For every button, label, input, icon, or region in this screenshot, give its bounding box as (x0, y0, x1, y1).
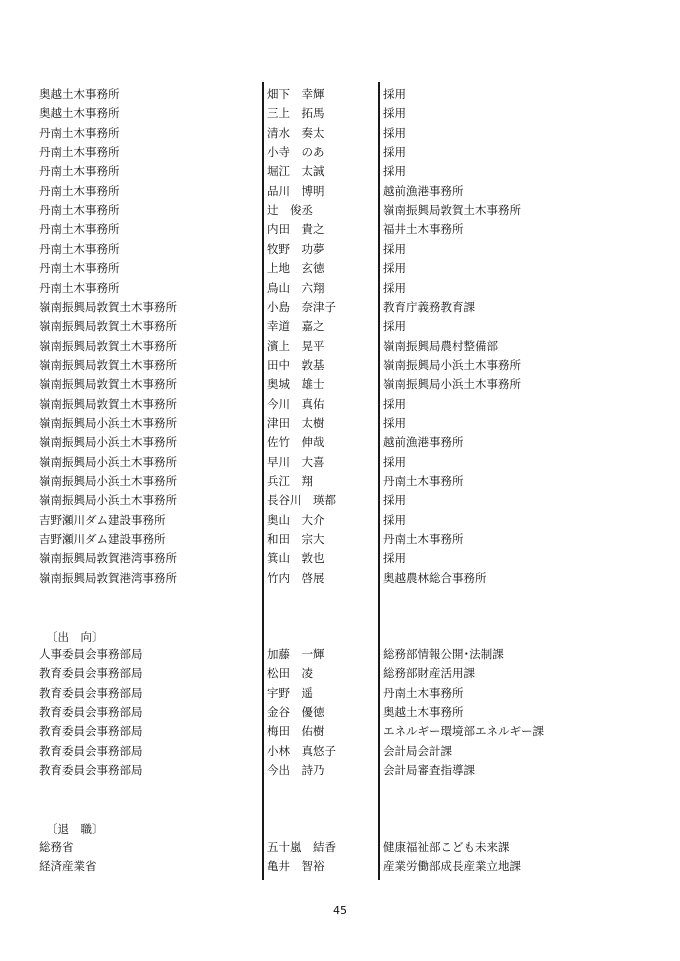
person-name: 内田 貴之 (267, 222, 325, 237)
destination-department: 会計局会計課 (383, 743, 452, 758)
destination-department: 採用 (383, 493, 406, 508)
table-row (0, 414, 680, 433)
table-row (0, 375, 680, 394)
destination-department: 丹南土木事務所 (383, 685, 464, 700)
destination-department: 嶺南振興局小浜土木事務所 (383, 377, 521, 392)
origin-department: 嶺南振興局敦賀土木事務所 (39, 396, 177, 411)
origin-department: 教育委員会事務部局 (39, 743, 143, 758)
origin-department: 嶺南振興局小浜土木事務所 (39, 493, 177, 508)
destination-department: 丹南土木事務所 (383, 474, 464, 488)
table-row (0, 85, 680, 104)
origin-department: 嶺南振興局敦賀港湾事務所 (39, 570, 177, 585)
origin-department: 嶺南振興局敦賀土木事務所 (39, 357, 177, 372)
origin-department: 奥越土木事務所 (39, 87, 120, 101)
destination-department: 採用 (383, 145, 406, 160)
person-name: 上地 玄徳 (267, 261, 325, 276)
person-name: 濱上 晃平 (267, 338, 325, 353)
destination-department: 採用 (383, 280, 406, 295)
person-name: 長谷川 瑛都 (267, 493, 336, 508)
destination-department: 採用 (383, 87, 406, 101)
origin-department: 教育委員会事務部局 (39, 763, 143, 778)
destination-department: 越前漁港事務所 (383, 183, 464, 198)
table-row (0, 703, 680, 722)
page-number: 45 (333, 904, 347, 917)
destination-department: 越前漁港事務所 (383, 435, 464, 450)
table-row (0, 433, 680, 452)
destination-department: エネルギー環境部エネルギー課 (383, 724, 544, 739)
table-row (0, 530, 680, 549)
person-name: 加藤 一輝 (267, 647, 325, 661)
destination-department: 嶺南振興局小浜土木事務所 (383, 357, 521, 372)
table-row (0, 201, 680, 220)
destination-department: 丹南土木事務所 (383, 532, 464, 547)
secondment-heading: 〔出 向〕 (46, 630, 104, 644)
table-row (0, 337, 680, 356)
person-name: 佐竹 伸哉 (267, 435, 325, 450)
person-name: 箕山 敦也 (267, 551, 325, 566)
table-row (0, 742, 680, 761)
table-row (0, 722, 680, 741)
table-row (0, 511, 680, 530)
origin-department: 総務省 (39, 840, 74, 854)
person-name: 五十嵐 結香 (267, 840, 336, 854)
table-row (0, 162, 680, 181)
destination-department: 奥越土木事務所 (383, 705, 464, 720)
table-row (0, 684, 680, 703)
table-row (0, 395, 680, 414)
table-row (0, 569, 680, 588)
person-name: 今出 詩乃 (267, 763, 325, 778)
destination-department: 採用 (383, 512, 406, 527)
table-row (0, 143, 680, 162)
origin-department: 嶺南振興局小浜土木事務所 (39, 454, 177, 469)
person-name: 辻 俊丞 (267, 203, 313, 218)
person-name: 牧野 功夢 (267, 241, 325, 256)
destination-department: 採用 (383, 261, 406, 276)
table-row (0, 104, 680, 123)
table-row (0, 472, 680, 491)
person-name: 清水 奏太 (267, 125, 325, 140)
origin-department: 嶺南振興局敦賀土木事務所 (39, 377, 177, 392)
table-row (0, 182, 680, 201)
person-name: 小林 真悠子 (267, 743, 336, 758)
person-name: 宇野 遥 (267, 685, 313, 700)
person-name: 今川 真佑 (267, 396, 325, 411)
person-name: 津田 太樹 (267, 415, 325, 430)
person-name: 竹内 啓展 (267, 570, 325, 585)
table-row (0, 240, 680, 259)
table-row (0, 317, 680, 336)
table-row (0, 259, 680, 278)
person-name: 梅田 佑樹 (267, 724, 325, 739)
destination-department: 産業労働部成長産業立地課 (383, 859, 521, 874)
destination-department: 採用 (383, 164, 406, 179)
table-row (0, 220, 680, 239)
origin-department: 嶺南振興局小浜土木事務所 (39, 474, 177, 488)
origin-department: 経済産業省 (39, 859, 97, 874)
destination-department: 採用 (383, 551, 406, 566)
table-row (0, 549, 680, 568)
origin-department: 丹南土木事務所 (39, 222, 120, 237)
destination-department: 奥越農林総合事務所 (383, 570, 487, 585)
destination-department: 採用 (383, 125, 406, 140)
origin-department: 丹南土木事務所 (39, 241, 120, 256)
table-row (0, 838, 680, 857)
person-name: 堀江 太誠 (267, 164, 325, 179)
destination-department: 教育庁義務教育課 (383, 299, 475, 314)
person-name: 亀井 智裕 (267, 859, 325, 874)
table-row (0, 124, 680, 143)
person-name: 畑下 幸輝 (267, 87, 325, 101)
person-name: 松田 凌 (267, 666, 313, 681)
origin-department: 教育委員会事務部局 (39, 685, 143, 700)
origin-department: 丹南土木事務所 (39, 280, 120, 295)
destination-department: 採用 (383, 415, 406, 430)
person-name: 品川 博明 (267, 183, 325, 198)
person-name: 早川 大喜 (267, 454, 325, 469)
destination-department: 福井土木事務所 (383, 222, 464, 237)
destination-department: 嶺南振興局敦賀土木事務所 (383, 203, 521, 218)
origin-department: 教育委員会事務部局 (39, 705, 143, 720)
origin-department: 嶺南振興局敦賀土木事務所 (39, 299, 177, 314)
table-row (0, 645, 680, 664)
destination-department: 総務部財産活用課 (383, 666, 475, 681)
destination-department: 採用 (383, 319, 406, 334)
retirement-heading: 〔退 職〕 (46, 822, 104, 836)
destination-department: 会計局審査指導課 (383, 763, 475, 778)
person-name: 奥城 雄士 (267, 377, 325, 392)
destination-department: 健康福祉部こども未来課 (383, 840, 510, 854)
table-row (0, 857, 680, 876)
table-row (0, 356, 680, 375)
person-name: 金谷 優徳 (267, 705, 325, 720)
origin-department: 丹南土木事務所 (39, 203, 120, 218)
origin-department: 丹南土木事務所 (39, 183, 120, 198)
destination-department: 総務部情報公開･法制課 (383, 647, 504, 661)
origin-department: 教育委員会事務部局 (39, 666, 143, 681)
table-row (0, 279, 680, 298)
origin-department: 嶺南振興局敦賀土木事務所 (39, 338, 177, 353)
origin-department: 嶺南振興局小浜土木事務所 (39, 435, 177, 450)
origin-department: 人事委員会事務部局 (39, 647, 143, 661)
origin-department: 丹南土木事務所 (39, 164, 120, 179)
table-row (0, 298, 680, 317)
destination-department: 採用 (383, 106, 406, 121)
table-row (0, 453, 680, 472)
origin-department: 丹南土木事務所 (39, 125, 120, 140)
origin-department: 丹南土木事務所 (39, 261, 120, 276)
destination-department: 採用 (383, 241, 406, 256)
person-name: 小寺 のあ (267, 145, 325, 160)
person-name: 三上 拓馬 (267, 106, 325, 121)
origin-department: 奥越土木事務所 (39, 106, 120, 121)
table-row (0, 664, 680, 683)
destination-department: 嶺南振興局農村整備部 (383, 338, 498, 353)
person-name: 小島 奈津子 (267, 299, 336, 314)
origin-department: 吉野瀬川ダム建設事務所 (39, 532, 166, 547)
person-name: 和田 宗大 (267, 532, 325, 547)
origin-department: 丹南土木事務所 (39, 145, 120, 160)
origin-department: 嶺南振興局敦賀港湾事務所 (39, 551, 177, 566)
origin-department: 嶺南振興局敦賀土木事務所 (39, 319, 177, 334)
destination-department: 採用 (383, 396, 406, 411)
destination-department: 採用 (383, 454, 406, 469)
origin-department: 教育委員会事務部局 (39, 724, 143, 739)
table-row (0, 491, 680, 510)
person-name: 田中 敦基 (267, 357, 325, 372)
person-name: 兵江 翔 (267, 474, 313, 488)
origin-department: 吉野瀬川ダム建設事務所 (39, 512, 166, 527)
person-name: 鳥山 六翔 (267, 280, 325, 295)
table-row (0, 761, 680, 780)
person-name: 幸道 嘉之 (267, 319, 325, 334)
person-name: 奥山 大介 (267, 512, 325, 527)
origin-department: 嶺南振興局小浜土木事務所 (39, 415, 177, 430)
